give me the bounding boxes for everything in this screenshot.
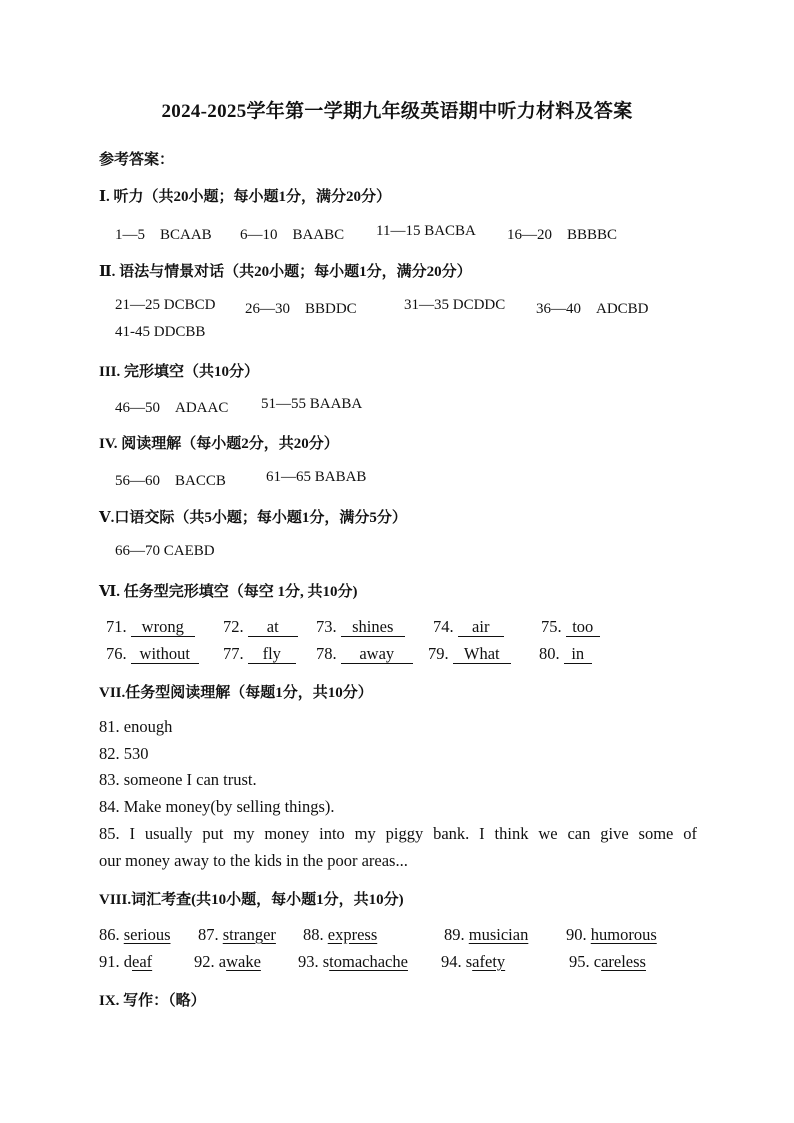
item-number: 89. [444, 925, 465, 944]
answer-blank: shines [341, 618, 405, 637]
item-number: 72. [223, 617, 244, 636]
vocab-item [99, 925, 171, 945]
answer-group: 66—70 CAEBD [115, 543, 215, 559]
item-number: 90. [566, 925, 587, 944]
section-9-heading: IX. 写作：（略） [99, 993, 206, 1009]
item-number: 75. [541, 617, 562, 636]
vocab-item [566, 925, 657, 945]
vocab-item [569, 952, 646, 972]
item-number: 86. [99, 925, 120, 944]
vocab-item [194, 952, 261, 972]
cloze-item [428, 644, 511, 664]
answer-blank: fly [248, 645, 296, 664]
answer-blank: wrong [131, 618, 195, 637]
page-title: 2024-2025学年第一学期九年级英语期中听力材料及答案 [161, 101, 633, 122]
answer-word: express [327, 925, 378, 944]
answer-word: stranger [222, 925, 276, 944]
answer-line: 85. I usually put my money into my piggy bank. I think we can give some of [99, 824, 697, 843]
section-6-heading: Ⅵ. 任务型完形填空（每空 1分, 共10分) [99, 584, 358, 600]
word-prefix: d [123, 952, 132, 971]
answer-line: 81. enough [99, 717, 173, 736]
word-prefix: c [593, 952, 602, 971]
answer-line: 83. someone I can trust. [99, 770, 257, 789]
word-prefix: a [218, 952, 227, 971]
section-1-heading: Ⅰ. 听力（共20小题；每小题1分，满分20分） [99, 189, 392, 205]
answer-line: 82. 530 [99, 744, 149, 763]
answer-group: 61—65 BABAB [266, 469, 367, 485]
answer-group: 36—40 ADCBD [536, 301, 649, 317]
answer-group: 46—50 ADAAC [115, 400, 229, 416]
vocab-item [298, 952, 408, 972]
answer-group: 11—15 BACBA [376, 223, 476, 239]
cloze-item [539, 644, 592, 664]
cloze-item [316, 617, 405, 637]
answer-blank: at [248, 618, 298, 637]
cloze-item [106, 644, 199, 664]
item-number: 76. [106, 644, 127, 663]
cloze-item [223, 617, 298, 637]
answer-word: areless [601, 952, 646, 971]
answer-blank: away [341, 645, 413, 664]
vocab-item [303, 925, 410, 945]
cloze-item [106, 617, 195, 637]
word-prefix: s [465, 952, 473, 971]
answer-word: wake [226, 952, 261, 971]
answer-group: 26—30 BBDDC [245, 301, 357, 317]
answer-word: eaf [132, 952, 153, 971]
answer-word: serious [123, 925, 171, 944]
section-8-heading: VIII.词汇考查(共10小题，每小题1分，共10分) [99, 892, 404, 908]
answer-group: 51—55 BAABA [261, 396, 363, 412]
vocab-item [444, 925, 537, 945]
item-number: 79. [428, 644, 449, 663]
answer-blank: air [458, 618, 504, 637]
vocab-item [441, 952, 505, 972]
item-number: 73. [316, 617, 337, 636]
word-prefix: s [322, 952, 330, 971]
answer-word: musician [468, 925, 529, 944]
section-4-heading: IV. 阅读理解（每小题2分，共20分） [99, 436, 339, 452]
answer-line: our money away to the kids in the poor areas... [99, 851, 408, 870]
item-number: 80. [539, 644, 560, 663]
item-number: 78. [316, 644, 337, 663]
answer-blank: What [453, 645, 511, 664]
cloze-item [433, 617, 504, 637]
answer-group: 21—25 DCBCD [115, 297, 216, 313]
cloze-item [223, 644, 296, 664]
item-number: 91. [99, 952, 120, 971]
item-number: 95. [569, 952, 590, 971]
cloze-item [316, 644, 413, 664]
answer-blank: without [131, 645, 199, 664]
answer-group: 56—60 BACCB [115, 473, 226, 489]
answer-group: 1—5 BCAAB [115, 227, 212, 243]
answer-group: 31—35 DCDDC [404, 297, 506, 313]
cloze-item [541, 617, 600, 637]
item-number: 87. [198, 925, 219, 944]
reference-answers-label: 参考答案： [99, 152, 175, 168]
item-number: 92. [194, 952, 215, 971]
item-number: 77. [223, 644, 244, 663]
item-number: 74. [433, 617, 454, 636]
item-number: 93. [298, 952, 319, 971]
answer-blank: too [566, 618, 600, 637]
item-number: 71. [106, 617, 127, 636]
vocab-item [99, 952, 152, 972]
answer-line: 84. Make money(by selling things). [99, 797, 335, 816]
answer-group: 16—20 BBBBC [507, 227, 618, 243]
section-5-heading: Ⅴ.口语交际（共5小题；每小题1分，满分5分） [99, 510, 407, 526]
section-3-heading: III. 完形填空（共10分） [99, 364, 260, 380]
item-number: 88. [303, 925, 324, 944]
answer-blank: in [564, 645, 592, 664]
answer-group: 41-45 DDCBB [115, 324, 206, 340]
answer-word: humorous [590, 925, 657, 944]
item-number: 94. [441, 952, 462, 971]
section-7-heading: VII.任务型阅读理解（每题1分，共10分） [99, 685, 373, 701]
answer-word: afety [472, 952, 506, 971]
answer-word: tomachache [329, 952, 408, 971]
answer-group: 6—10 BAABC [240, 227, 345, 243]
section-2-heading: Ⅱ. 语法与情景对话（共20小题；每小题1分，满分20分） [99, 264, 472, 280]
vocab-item [198, 925, 276, 945]
